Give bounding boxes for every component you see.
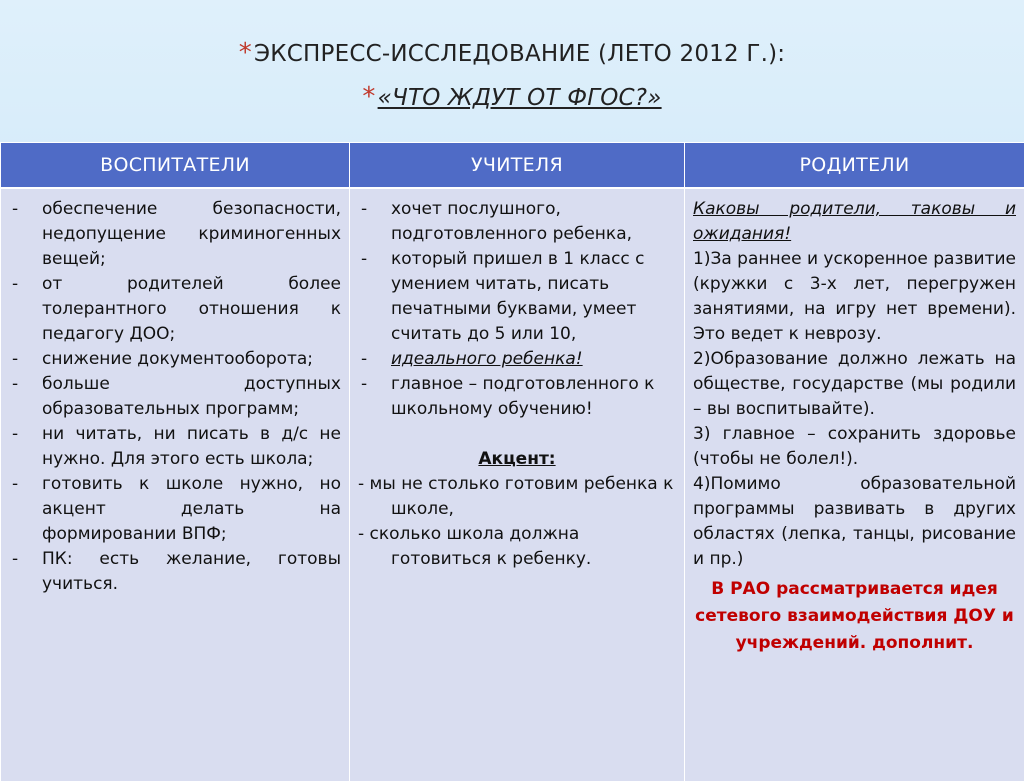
list-item: - хочет послушного, подготовленного ребенка,: [358, 197, 676, 247]
educators-item-text: ПК: есть желание, готовы учиться.: [42, 549, 341, 594]
teachers-item-text: идеального ребенка!: [391, 349, 583, 369]
header-teachers: УЧИТЕЛЯ: [350, 143, 685, 189]
parents-item: 2)Образование должно лежать на обществе, государстве (мы родили – вы воспитывайте).: [693, 347, 1016, 422]
title-line-2: [0, 82, 1024, 112]
teachers-item-text: хочет послушного, подготовленного ребенка,: [391, 199, 632, 244]
parents-heading: Каковы родители, таковы и ожидания!: [693, 197, 1016, 247]
educators-item-text: обеспечение безопасности, недопущение криминогенных вещей;: [42, 199, 341, 269]
list-item: - от родителей более толерантного отношения к педагогу ДОО;: [9, 272, 341, 347]
educators-item-text: от родителей более толерантного отношения к педагогу ДОО;: [42, 274, 341, 344]
teachers-item-text: который пришел в 1 класс с умением читать, писать печатными буквами, умеет считать до 5 или 10,: [391, 249, 645, 344]
accent-note-1: - мы не столько готовим ребенка к школе,: [358, 472, 676, 522]
table-row: [1, 188, 1024, 781]
educators-item-text: больше доступных образовательных программ;: [42, 374, 341, 419]
title-text-2: «ЧТО ЖДУТ ОТ ФГОС?»: [378, 85, 662, 111]
title-area: [0, 0, 1024, 142]
title-line-1: [0, 38, 1024, 68]
comparison-table: [0, 142, 1024, 781]
teachers-cell: [350, 188, 685, 781]
parents-item: 3) главное – сохранить здоровье (чтобы не болел!).: [693, 422, 1016, 472]
educators-item-text: готовить к школе нужно, но акцент делать на формировании ВПФ;: [42, 474, 341, 544]
title-text-1: ЭКСПРЕСС-ИССЛЕДОВАНИЕ (ЛЕТО 2012 Г.):: [254, 41, 785, 67]
header-parents: РОДИТЕЛИ: [685, 143, 1024, 189]
table-header-row: [1, 143, 1024, 189]
header-educators: ВОСПИТАТЕЛИ: [1, 143, 350, 189]
accent-note-2: - сколько школа должна готовиться к ребенку.: [358, 522, 676, 572]
accent-heading: Акцент:: [358, 447, 676, 472]
parents-item: 1)За раннее и ускоренное развитие (кружки с 3-х лет, перегружен занятиями, на игру нет времени). Это ведет к неврозу.: [693, 247, 1016, 347]
list-item: - идеального ребенка!: [358, 347, 676, 372]
title-star-1: *: [239, 38, 252, 68]
educators-item-text: ни читать, ни писать в д/с не нужно. Для этого есть школа;: [42, 424, 341, 469]
educators-list: [9, 197, 341, 597]
list-item: - ни читать, ни писать в д/с не нужно. Для этого есть школа;: [9, 422, 341, 472]
teachers-item-text: главное – подготовленного к школьному обучению!: [391, 374, 654, 419]
educators-cell: [1, 188, 350, 781]
teachers-list: [358, 197, 676, 422]
list-item: - снижение документооборота;: [9, 347, 341, 372]
rao-note: В РАО рассматривается идея сетевого взаимодействия ДОУ и учреждений. дополнит.: [693, 576, 1016, 657]
educators-item-text: снижение документооборота;: [42, 349, 313, 369]
list-item: - больше доступных образовательных программ;: [9, 372, 341, 422]
list-item: - обеспечение безопасности, недопущение криминогенных вещей;: [9, 197, 341, 272]
list-item: - главное – подготовленного к школьному обучению!: [358, 372, 676, 422]
parents-cell: [685, 188, 1024, 781]
list-item: - который пришел в 1 класс с умением читать, писать печатными буквами, умеет считать до 5 или 10,: [358, 247, 676, 347]
parents-item: 4)Помимо образовательной программы развивать в других областях (лепка, танцы, рисование и пр.): [693, 472, 1016, 572]
list-item: - готовить к школе нужно, но акцент делать на формировании ВПФ;: [9, 472, 341, 547]
title-star-2: *: [362, 82, 375, 112]
list-item: - ПК: есть желание, готовы учиться.: [9, 547, 341, 597]
